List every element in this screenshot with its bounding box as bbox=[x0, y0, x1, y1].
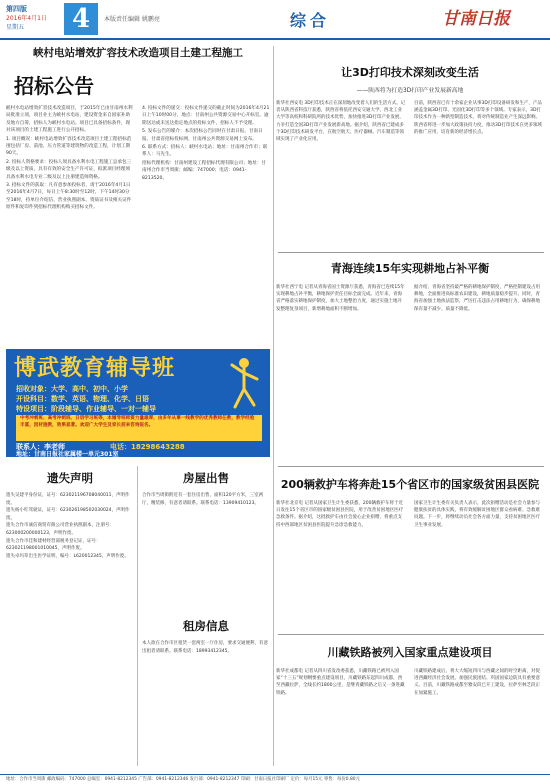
issue-weekday: 星期五 bbox=[6, 24, 25, 31]
house-sale-notice bbox=[142, 462, 270, 507]
article-qinghai-farmland bbox=[276, 260, 544, 313]
newspaper-logo: 甘南日报 bbox=[442, 9, 510, 29]
column-divider bbox=[137, 466, 138, 766]
column-divider bbox=[273, 46, 274, 766]
lost-notice-item: 遗失合作市佳和建材经营部税务登记证，证号：623021198001010045，声明作废。 bbox=[6, 538, 101, 552]
article-column: 国家卫生计生委有关负责人表示，此次捐赠活动是社会力量参与健康扶贫的具体实践，将有效缓解贫困地区群众看病难、急救难问题。下一步，将继续动员社会各方面力量，支持贫困地区医疗卫生事业发展。 bbox=[414, 501, 540, 528]
article-column: 据介绍，青海省坚持最严格的耕地保护制度，严格控制建设占用耕地，全面推进高标准农田建设，耕地质量稳步提升。同时，青海省加强土地执法监察，严厉打击违法占用耕地行为，确保耕地保有量不减少、质量不降低。 bbox=[414, 285, 540, 312]
article-column: 新华社西宁电 记者从青海省国土资源厅获悉，青海省已连续15年实现耕地占补平衡，耕地保护责任目标全面完成。近年来，青海省严格落实耕地保护制度，加大土地整治力度，通过实施土地开发整理复垦项目，新增耕地面积不断增加。 bbox=[276, 285, 405, 312]
tutoring-banner-ad bbox=[6, 349, 270, 457]
banner-phone: 电话：18298643288 bbox=[110, 443, 185, 451]
tender-paragraph: 招标代理机构：甘南州建设工程招标代理有限公司；地址：甘南州合作市当周街；邮编：747000；电话：0941-8213520。 bbox=[142, 160, 267, 181]
tender-column-2 bbox=[142, 105, 270, 213]
article-column: 川藏铁路建成后，将大大缩短四川与西藏之间的时空距离，对促进西藏经济社会发展、加强民族团结、巩固国家边防具有重要意义。目前，川藏铁路成都至雅安段已开工建设，拉萨至林芝段正在加紧施工。 bbox=[414, 669, 540, 696]
article-title: 让3D打印技术深刻改变生活 bbox=[341, 66, 479, 79]
article-ambulances bbox=[276, 476, 544, 529]
tender-heading: 招标公告 bbox=[14, 74, 94, 98]
tender-notice bbox=[6, 46, 270, 213]
house-sale-title: 房屋出售 bbox=[183, 471, 229, 485]
responsible-editor: 本版责任编辑 姚鹏亮 bbox=[104, 16, 160, 23]
article-divider bbox=[278, 252, 544, 253]
tender-column-1 bbox=[6, 105, 134, 213]
tender-paragraph: 5. 发布公告的媒介：本次招标公告同时在甘肃日报、甘南日报、甘肃省招标投标网、甘南州公共资源交易网上发布。 bbox=[142, 129, 263, 142]
article-title: 川藏铁路被列入国家重点建设项目 bbox=[327, 646, 493, 659]
tender-paragraph: 2. 投标人资格要求：投标人须具备水利水电工程施工总承包三级及以上资质，具有有效的安全生产许可证，拟派项目经理须具备水利水电专业二级及以上注册建造师资格。 bbox=[6, 159, 132, 180]
banner-special: 特设项目：阶段辅导、作业辅导、一对一辅导 bbox=[16, 405, 156, 413]
article-title: 青海连续15年实现耕地占补平衡 bbox=[330, 262, 490, 275]
page-number: 4 bbox=[64, 3, 98, 35]
lost-notice-item: 遗失合作市诚信商贸有限公司营业执照副本，注册号：623000200000123，声明作废。 bbox=[6, 523, 114, 536]
article-3d-printing bbox=[276, 64, 544, 143]
lost-notice bbox=[6, 462, 134, 560]
edition-label: 第四版 bbox=[6, 5, 27, 13]
banner-description: 中考冲刺班、高考冲刺班、日语学习班等，本辅导班师资力量雄厚，由多年从事一线教学的优秀教师任教，教学经验丰富，因材施教，效果显著。欢迎广大学生及家长前来咨询报名。 bbox=[16, 415, 262, 441]
tender-paragraph: 1. 项目概况：峡村电站增效扩容技术改造项目土建工程招标范围包括厂房、前池、压力管道等建筑物的改造工程，计划工期90天。 bbox=[6, 136, 132, 157]
lost-notice-title: 遗失声明 bbox=[47, 471, 93, 485]
section-title: 综合 bbox=[290, 11, 331, 30]
issue-date: 2016年4月1日 bbox=[6, 15, 47, 22]
tender-paragraph: 6. 联系方式：招标人：峡村水电站；地址：甘南州合作市；联系人：马先生。 bbox=[142, 145, 268, 158]
dancer-figure-icon bbox=[226, 355, 262, 411]
banner-contact: 联系人：李老师 bbox=[16, 443, 65, 451]
tender-title: 峡村电站增效扩容技术改造项目土建工程施工 bbox=[33, 47, 243, 59]
article-subtitle: ——陕西将为打造3D打印产业发展新高地 bbox=[356, 88, 464, 94]
article-column: 新华社西安电 3D打印技术正在深刻地改变着人们的生活方式。记者从陕西省科技厅获悉，陕西省将依托西安交通大学、西北工业大学等高校和科研院所的技术优势，加快推进3D打印产业发展，力争打造全国3D打印产业发展新高地。据介绍，陕西省已建成多个3D打印技术研发平台，在航空航天、医疗器械、汽车制造等领域实现了产业化应用。 bbox=[276, 101, 406, 143]
article-title: 200辆救护车将奔赴15个省区市的国家级贫困县医院 bbox=[280, 478, 540, 491]
tender-paragraph: 3. 招标文件的获取：凡有意参加投标者，请于2016年4月1日至2016年4月7日，每日上午8:30时至12时，下午14时30分至18时，持单位介绍信、营业执照副本、资质证书及相关证件原件和复印件到招标代理机构购买招标文件。 bbox=[6, 183, 132, 211]
lost-notice-item: 遗失卓玛草出生医学证明，编号：L620012345，声明作废。 bbox=[6, 553, 129, 559]
article-column: 新华社成都电 记者从四川省发改委获悉，川藏铁路已被列入国家“十三五”规划纲要重点建设项目。川藏铁路东起四川成都，西至西藏拉萨，全线长约1800公里，是继青藏铁路之后又一条进藏铁路。 bbox=[276, 669, 405, 696]
rental-body: 本人欲在合作市区租赁一套两室一厅住房，要求交通便利，有意出租者请联系。联系电话：18993412345。 bbox=[142, 641, 268, 654]
page-header bbox=[0, 0, 550, 40]
tender-paragraph: 峡村水电站增效扩容技术改造项目，于2015年已由甘南州水利局批准立项，项目业主为峡村水电站，建设资金来自国家补助及地方自筹，招标人为峡村水电站。项目已具备招标条件，现对该项目的土建工程施工进行公开招标。 bbox=[6, 106, 133, 134]
article-column: 新华社北京电 记者从国家卫生计生委获悉，200辆救护车将于近日发往15个省区市的国家级贫困县医院，用于改善贫困地区医疗急救条件。据介绍，这批救护车由社会爱心企业捐赠，将重点支持中西部地区贫困县医院提升急诊急救能力。 bbox=[276, 501, 404, 528]
article-divider bbox=[278, 466, 544, 467]
rental-title: 租房信息 bbox=[183, 619, 229, 633]
rental-notice bbox=[142, 610, 270, 655]
article-sichuan-tibet-railway bbox=[276, 644, 544, 697]
lost-notice-body bbox=[6, 492, 134, 560]
article-divider bbox=[278, 634, 544, 635]
lost-notice-item: 遗失杨小红驾驶证，证号：623026198502030024，声明作废。 bbox=[6, 508, 130, 521]
lost-notice-item: 遗失吴建平身份证，证号：623021196708040011，声明作废。 bbox=[6, 493, 130, 506]
banner-subjects: 开设科目：数学、英语、物理、化学、日语 bbox=[16, 395, 149, 403]
house-sale-body: 合作市当周街附近有一套住房出售，面积120平方米，三室两厅，精装修，有意者请联系。联系电话：13909410123。 bbox=[142, 493, 264, 506]
banner-address: 地址：甘南日报社家属楼一单元301室 bbox=[16, 451, 119, 457]
article-column: 目前，陕西省已有十余家企业从事3D打印设备研发和生产，产品涵盖金属3D打印、光固化3D打印等多个领域。专家表示，3D打印技术作为一种新型制造技术，将对传统制造业产生深远影响。陕西省将进一步加大政策扶持力度，推动3D打印技术在更多领域的推广应用，培育新的经济增长点。 bbox=[414, 101, 542, 135]
banner-enrollment: 招收对象：大学、高中、初中、小学 bbox=[16, 385, 128, 393]
page-footer: 地址：合作市当周街 邮政编码：747000 总编室：0941-8212345 广告部：0941-8212346 发行部：0941-8212347 印刷：甘南日报社印刷厂 定价：每月15元 零售：每份0.80元 bbox=[0, 774, 550, 784]
banner-title: 博武教育辅导班 bbox=[14, 355, 176, 381]
tender-paragraph: 4. 投标文件的递交：投标文件递交的截止时间为2016年4月21日上午10时00分，地点：甘南州公共资源交易中心开标室。逾期送达或未送达指定地点的投标文件，招标人不予受理。 bbox=[142, 106, 270, 126]
